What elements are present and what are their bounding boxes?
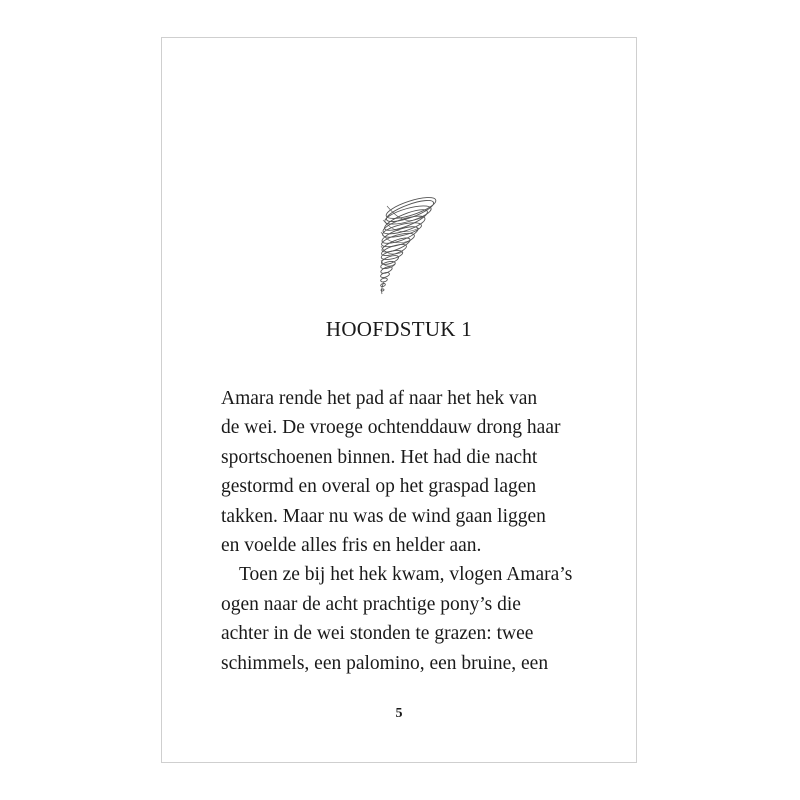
text-line: sportschoenen binnen. Het had die nacht [221,446,538,468]
text-line: Amara rende het pad af naar het hek van [221,388,538,409]
chapter-title: HOOFDSTUK 1 [325,317,473,341]
tornado-icon [367,196,439,298]
book-page [161,37,637,763]
text-line: gestormd en overal op het graspad lagen [221,476,537,498]
text-line: achter in de wei stonden te grazen: twee [221,623,534,645]
text-line: takken. Maar nu was de wind gaan liggen [221,505,546,527]
text-line: en voelde alles fris en helder aan. [221,535,482,557]
chapter-body-text [221,384,581,678]
text-line: ogen naar de acht prachtige pony’s die [221,593,521,615]
page-number: 5 [395,706,403,721]
text-line: schimmels, een palomino, een bruine, een [221,652,549,674]
text-line: de wei. De vroege ochtenddauw drong haar [221,417,561,439]
text-line: Toen ze bij het hek kwam, vlogen Amara’s [239,564,573,586]
